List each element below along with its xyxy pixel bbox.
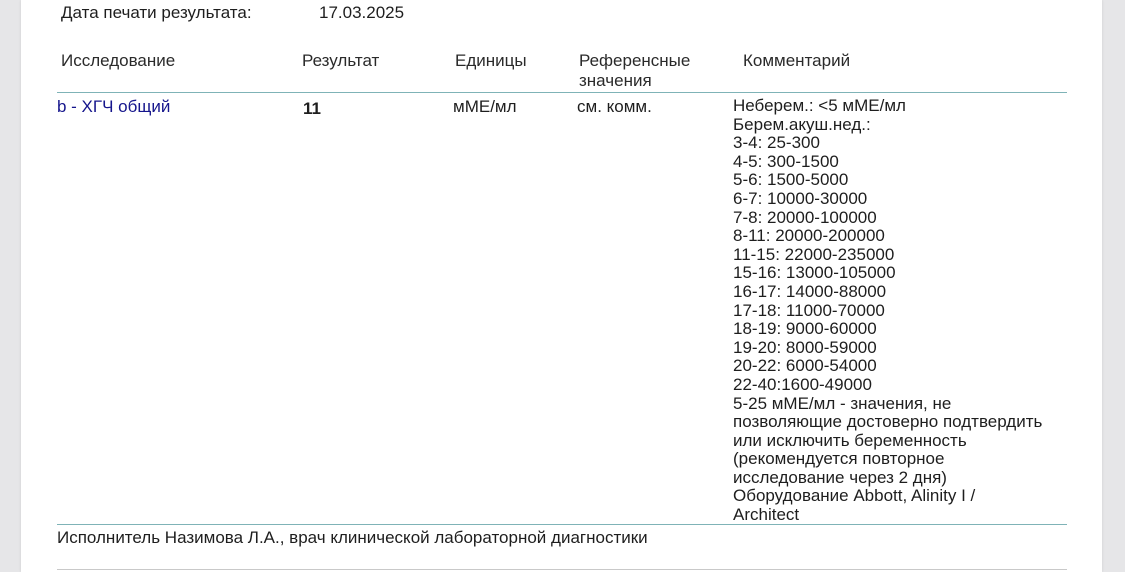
comment-line: Оборудование Abbott, Alinity I /: [733, 486, 976, 506]
header-reference-line2: значения: [579, 71, 652, 90]
comment-line: позволяющие достоверно подтвердить: [733, 412, 1043, 432]
header-comment: Комментарий: [743, 51, 851, 70]
header-study: Исследование: [61, 51, 176, 70]
print-date-value: 17.03.2025: [319, 3, 405, 22]
executor-signature: Исполнитель Назимова Л.А., врач клинической лабораторной диагностики: [57, 528, 648, 547]
cell-units: мМЕ/мл: [453, 97, 517, 116]
comment-line: 7-8: 20000-100000: [733, 207, 877, 227]
comment-line: 19-20: 8000-59000: [733, 337, 877, 357]
report-page: [21, 0, 1102, 572]
comment-line: или исключить беременность: [733, 430, 967, 450]
print-date-label: Дата печати результата:: [61, 3, 252, 22]
comment-line: 18-19: 9000-60000: [733, 319, 877, 339]
footer-divider: [57, 569, 1067, 570]
comment-line: Берем.акуш.нед.:: [733, 114, 871, 134]
comment-line: (рекомендуется повторное: [733, 449, 945, 469]
cell-reference: см. комм.: [577, 97, 652, 116]
cell-result: 11: [303, 99, 321, 118]
comment-line: 3-4: 25-300: [733, 133, 820, 153]
header-reference: [579, 51, 690, 91]
table-top-divider: [57, 92, 1067, 93]
comment-line: 8-11: 20000-200000: [733, 226, 885, 246]
header-units: Единицы: [455, 51, 527, 70]
comment-line: 5-6: 1500-5000: [733, 170, 849, 190]
cell-comment: [733, 97, 1073, 525]
comment-line: 15-16: 13000-105000: [733, 263, 896, 283]
cell-study: b - ХГЧ общий: [57, 97, 171, 116]
comment-line: 17-18: 11000-70000: [733, 300, 885, 320]
comment-line: 4-5: 300-1500: [733, 151, 839, 171]
print-date: [61, 3, 405, 23]
comment-line: 20-22: 6000-54000: [733, 356, 877, 376]
comment-line: 5-25 мМЕ/мл - значения, не: [733, 393, 952, 413]
table-bottom-divider: [57, 524, 1067, 525]
comment-line: Architect: [733, 505, 800, 525]
comment-line: 22-40:1600-49000: [733, 374, 872, 394]
comment-line: Неберем.: <5 мМЕ/мл: [733, 96, 906, 115]
comment-line: 6-7: 10000-30000: [733, 188, 868, 208]
header-result: Результат: [302, 51, 380, 70]
comment-line: 16-17: 14000-88000: [733, 281, 887, 301]
comment-line: исследование через 2 дня): [733, 467, 947, 487]
header-reference-line1: Референсные: [579, 51, 691, 70]
comment-line: 11-15: 22000-235000: [733, 244, 895, 264]
